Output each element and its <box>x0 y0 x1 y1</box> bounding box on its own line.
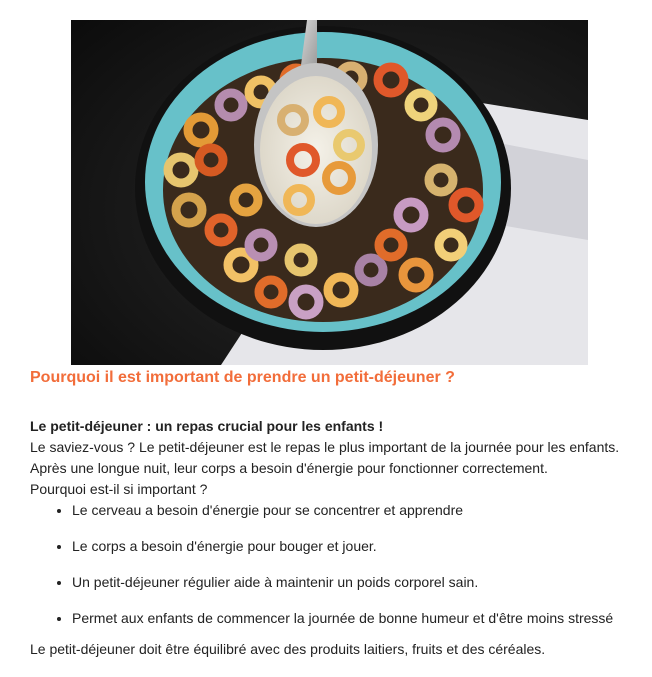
reasons-list <box>30 500 630 629</box>
cereal-bowl-image <box>71 20 588 365</box>
article-title: Pourquoi il est important de prendre un petit-déjeuner ? <box>30 369 455 386</box>
list-item: • Un petit-déjeuner régulier aide à maintenir un poids corporel sain. <box>72 572 630 593</box>
list-item: • Le cerveau a besoin d'énergie pour se concentrer et apprendre <box>72 500 630 521</box>
article-outro: Le petit-déjeuner doit être équilibré avec des produits laitiers, fruits et des céréales. <box>30 641 546 657</box>
list-item: • Le corps a besoin d'énergie pour bouger et jouer. <box>72 536 630 557</box>
list-item: • Permet aux enfants de commencer la journée de bonne humeur et d'être moins stressé <box>72 608 630 629</box>
article-body <box>30 416 630 660</box>
intro-line: Le saviez-vous ? Le petit-déjeuner est le repas le plus important de la journée pour les enfants. <box>30 439 620 455</box>
article-lead: Le petit-déjeuner : un repas crucial pour les enfants ! <box>30 418 384 434</box>
intro-line: Pourquoi est-il si important ? <box>30 481 208 497</box>
intro-line: Après une longue nuit, leur corps a besoin d'énergie pour fonctionner correctement. <box>30 460 548 476</box>
